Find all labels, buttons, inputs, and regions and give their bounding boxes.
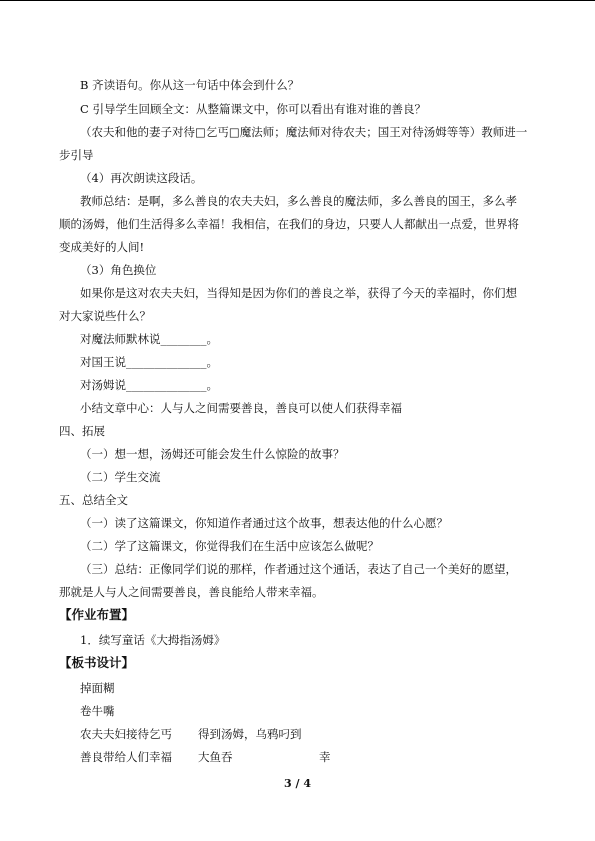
text-line: 对国王说______________。: [80, 355, 218, 369]
text-line: （三）总结：正像同学们说的那样，作者通过这个通话，表达了自己一个美好的愿望，: [80, 562, 517, 576]
section-heading: 五、总结全文: [59, 493, 128, 507]
text-line: （3）角色换位: [80, 263, 157, 277]
text-line: （农夫和他的妻子对待□乞丐□魔法师；魔法师对待农夫；国王对待汤姆等等）教师进一: [80, 125, 528, 139]
text-line: 小结文章中心：人与人之间需要善良，善良可以使人们获得幸福: [80, 401, 402, 415]
text-line: 如果你是这对农夫夫妇，当得知是因为你们的善良之举，获得了今天的幸福时，你们想: [80, 286, 517, 300]
text-line: 对大家说些什么？: [59, 309, 151, 323]
top-rule: [0, 0, 595, 1]
board-line: 得到汤姆，乌鸦叼到: [198, 727, 302, 741]
text-line: 对魔法师默林说________。: [80, 332, 218, 346]
section-heading: 四、拓展: [59, 424, 105, 438]
text-line: （4）再次朗读这段话。: [80, 171, 203, 185]
board-line: 大鱼吞: [198, 750, 233, 764]
text-line: C 引导学生回顾全文：从整篇课文中，你可以看出有谁对谁的善良？: [80, 102, 426, 116]
board-line: 幸: [319, 750, 331, 764]
text-line: 1．续写童话《大拇指汤姆》: [80, 633, 226, 647]
text-line: 顺的汤姆，他们生活得多么幸福！我相信，在我们的身边，只要人人都献出一点爱，世界将: [59, 217, 519, 231]
board-line: 农夫夫妇接待乞丐: [80, 727, 172, 741]
text-line: 变成美好的人间!: [59, 240, 145, 254]
board-line: 善良带给人们幸福: [80, 750, 172, 764]
text-line: 那就是人与人之间需要善良，善良能给人带来幸福。: [59, 585, 324, 599]
page-number: 3 / 4: [284, 777, 311, 790]
board-design-heading: 【板书设计】: [59, 655, 135, 670]
text-line: 对汤姆说______________。: [80, 378, 218, 392]
text-line: 教师总结：是啊，多么善良的农夫夫妇，多么善良的魔法师，多么善良的国王，多么孝: [80, 194, 517, 208]
text-line: （二）学生交流: [80, 470, 161, 484]
text-line: B 齐读语句。你从这一句话中体会到什么？: [80, 78, 300, 92]
text-line: （一）读了这篇课文，你知道作者通过这个故事，想表达他的什么心愿？: [80, 516, 448, 530]
text-line: （二）学了这篇课文，你觉得我们在生活中应该怎么做呢？: [80, 539, 379, 553]
board-line: 卷牛嘴: [80, 704, 115, 718]
text-line: （一）想一想，汤姆还可能会发生什么惊险的故事？: [80, 447, 345, 461]
board-line: 掉面糊: [80, 681, 115, 695]
homework-heading: 【作业布置】: [59, 607, 135, 622]
text-line: 步引导: [59, 148, 94, 162]
